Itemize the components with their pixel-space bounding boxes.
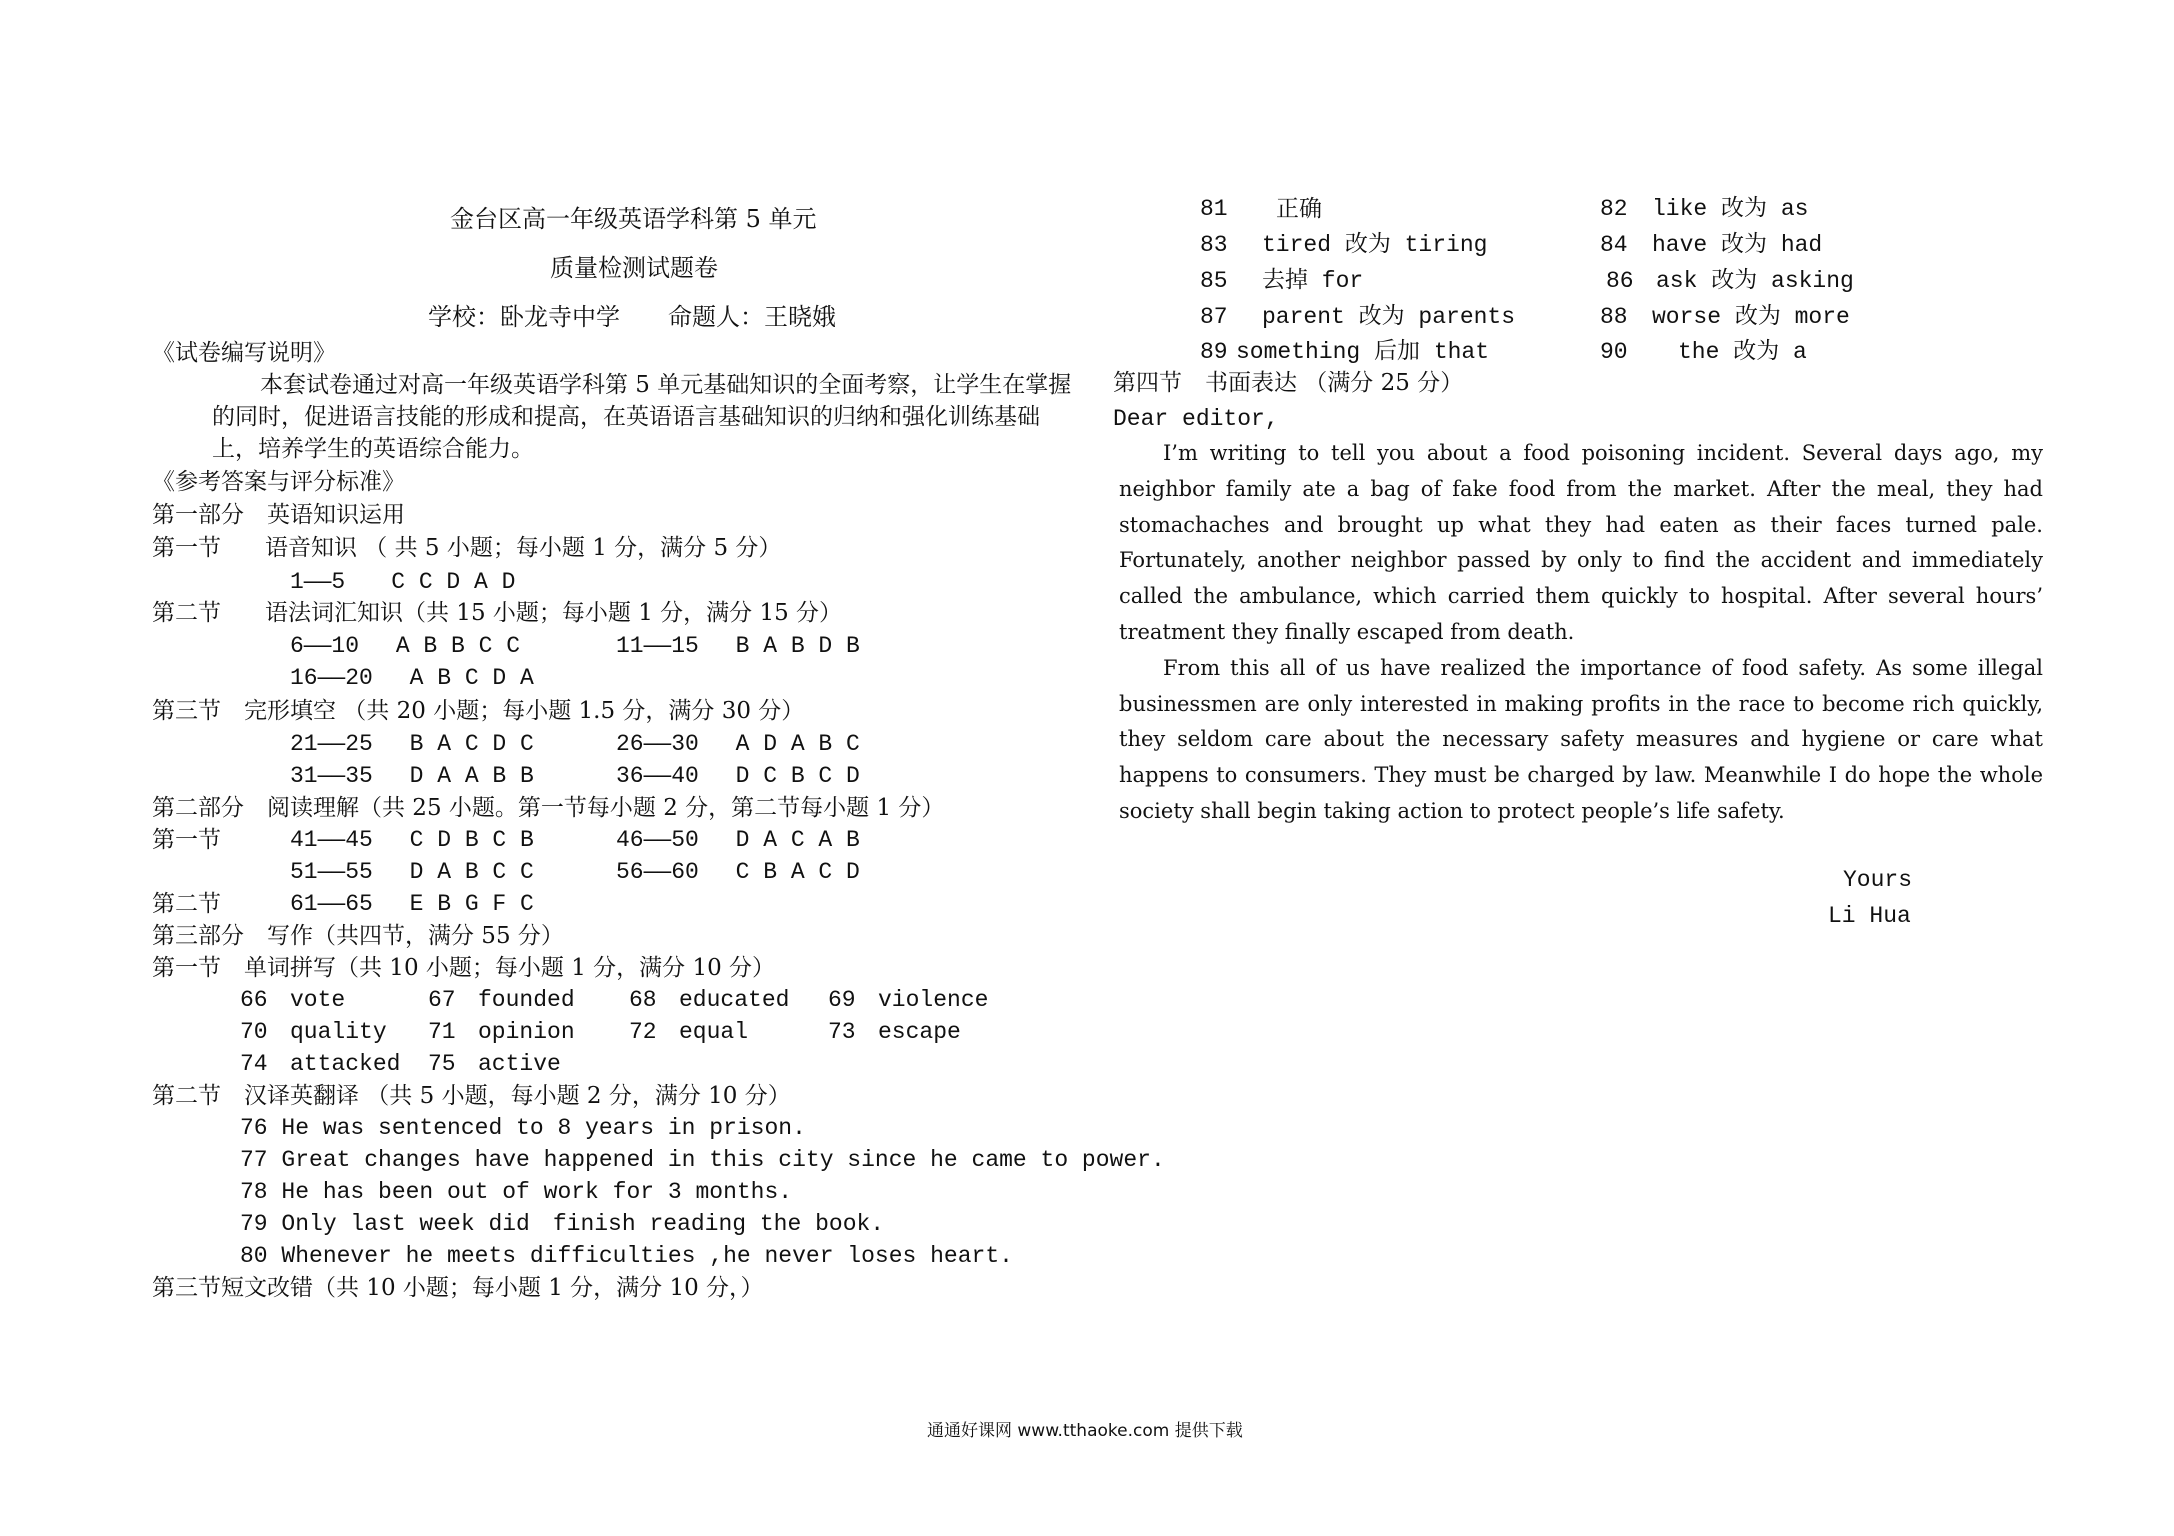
correction-text: tired 改为 tiring	[1262, 232, 1488, 258]
translation-77: 77 Great changes have happened in this city since he came to power.	[240, 1147, 1165, 1173]
correction-text: worse 改为 more	[1652, 304, 1850, 330]
translation-79: 79 Only last week did finish reading the book.	[240, 1211, 885, 1237]
correction-number: 87	[1200, 304, 1228, 330]
word-answer: founded	[478, 987, 575, 1013]
correction-text: 去掉 for	[1262, 268, 1364, 294]
correction-number: 88	[1600, 304, 1628, 330]
part3-s2-title: 第二节 汉译英翻译 （共 5 小题，每小题 2 分，满分 10 分）	[152, 1083, 791, 1109]
letter-signature: Li Hua	[1828, 903, 1911, 929]
part1-s1-label: 第一节	[152, 535, 221, 561]
word-number: 74	[240, 1051, 268, 1077]
answer-row-1-5: 1——5 C C D A D	[290, 569, 516, 595]
answer-row-16-20: 16——20 A B C D A	[290, 665, 534, 691]
correction-text: ask 改为 asking	[1656, 268, 1854, 294]
part4-title: 第四节 书面表达 （满分 25 分）	[1113, 370, 1464, 396]
word-answer: equal	[679, 1019, 749, 1045]
correction-number: 90	[1600, 339, 1628, 365]
correction-text: have 改为 had	[1652, 232, 1823, 258]
part3-s1-title: 第一节 单词拼写（共 10 小题；每小题 1 分，满分 10 分）	[152, 955, 776, 981]
word-number: 67	[428, 987, 456, 1013]
word-answer: attacked	[290, 1051, 401, 1077]
answer-row-36-40: 36——40 D C B C D	[616, 763, 860, 789]
answer-row-56-60: 56——60 C B A C D	[616, 859, 860, 885]
part3-title: 第三部分 写作（共四节，满分 55 分）	[152, 923, 564, 949]
word-answer: active	[478, 1051, 561, 1077]
answers-heading: 《参考答案与评分标准》	[152, 469, 405, 495]
part1-s2-label: 第二节	[152, 600, 221, 626]
intro-body: 本套试卷通过对高一年级英语学科第 5 单元基础知识的全面考察，让学生在掌握的同时，促进语言技能的形成和提高，在英语语言基础知识的归纳和强化训练基础上，培养学生的英语综合能力。	[212, 372, 1072, 462]
part1-title: 第一部分 英语知识运用	[152, 502, 405, 528]
doc-subtitle: 质量检测试题卷	[550, 254, 718, 282]
answer-row-6-10: 6——10 A B B C C	[290, 633, 521, 659]
part1-s2-title: 语法词汇知识（共 15 小题；每小题 1 分，满分 15 分）	[265, 600, 843, 626]
word-number: 75	[428, 1051, 456, 1077]
correction-text: something 后加 that	[1236, 339, 1490, 365]
correction-text: like 改为 as	[1652, 196, 1809, 222]
correction-text: the 改为 a	[1678, 339, 1807, 365]
correction-number: 86	[1606, 268, 1634, 294]
part1-s1-title: 语音知识 （ 共 5 小题；每小题 1 分，满分 5 分）	[265, 535, 782, 561]
answer-row-11-15: 11——15 B A B D B	[616, 633, 860, 659]
word-number: 73	[828, 1019, 856, 1045]
translation-80: 80 Whenever he meets difficulties ,he never loses heart.	[240, 1243, 1013, 1269]
essay-paragraph-1: I’m writing to tell you about a food poisoning incident. Several days ago, my neighbor family ate a bag of fake food from the market. After the meal, they had stomachaches and brought up what they had eaten as their faces turned pale. Fortunately, another neighbor passed by only to find the accident and immediately called the ambulance, which carried them quickly to hospital. After several hours’ treatment they finally escaped from death.	[1119, 441, 2043, 644]
word-answer: opinion	[478, 1019, 575, 1045]
answer-row-61-65: 61——65 E B G F C	[290, 891, 534, 917]
part3-s3-title: 第三节短文改错（共 10 小题；每小题 1 分，满分 10 分，）	[152, 1275, 764, 1301]
answer-row-31-35: 31——35 D A A B B	[290, 763, 534, 789]
essay-paragraph-2: From this all of us have realized the importance of food safety. As some illegal businessmen are only interested in making profits in the race to become rich quickly, they seldom care about the necessary safety measures and hygiene or care what happens to consumers. They must be charged by law. Meanwhile I do hope the whole society shall begin taking action to protect people’s life safety.	[1119, 655, 2043, 823]
correction-number: 82	[1600, 196, 1628, 222]
part2-s2-label: 第二节	[152, 891, 221, 917]
word-number: 72	[629, 1019, 657, 1045]
correction-number: 84	[1600, 232, 1628, 258]
word-answer: escape	[878, 1019, 961, 1045]
part2-title: 第二部分 阅读理解（共 25 小题。第一节每小题 2 分，第二节每小题 1 分）	[152, 795, 945, 821]
essay-body	[1119, 436, 2043, 830]
intro-heading: 《试卷编写说明》	[152, 340, 336, 366]
word-number: 71	[428, 1019, 456, 1045]
correction-number: 81	[1200, 196, 1228, 222]
word-answer: vote	[290, 987, 346, 1013]
school-author-line: 学校：卧龙寺中学 命题人：王晓娥	[428, 303, 836, 331]
word-answer: educated	[679, 987, 790, 1013]
answer-row-41-45: 41——45 C D B C B	[290, 827, 534, 853]
word-number: 70	[240, 1019, 268, 1045]
answer-row-21-25: 21——25 B A C D C	[290, 731, 534, 757]
translation-78: 78 He has been out of work for 3 months.	[240, 1179, 793, 1205]
word-answer: violence	[878, 987, 989, 1013]
word-number: 68	[629, 987, 657, 1013]
correction-number: 89	[1200, 339, 1228, 365]
word-number: 69	[828, 987, 856, 1013]
word-answer: quality	[290, 1019, 387, 1045]
correction-text: 正确	[1276, 196, 1322, 222]
word-number: 66	[240, 987, 268, 1013]
doc-title: 金台区高一年级英语学科第 5 单元	[450, 205, 817, 233]
answer-row-46-50: 46——50 D A C A B	[616, 827, 860, 853]
correction-text: parent 改为 parents	[1262, 304, 1516, 330]
letter-closing: Yours	[1843, 867, 1913, 893]
correction-number: 83	[1200, 232, 1228, 258]
part1-s3-title: 第三节 完形填空 （共 20 小题；每小题 1.5 分，满分 30 分）	[152, 698, 805, 724]
page-footer: 通通好课网 www.tthaoke.com 提供下载	[927, 1421, 1243, 1441]
letter-greeting: Dear editor,	[1113, 406, 1279, 432]
answer-row-51-55: 51——55 D A B C C	[290, 859, 534, 885]
answer-row-26-30: 26——30 A D A B C	[616, 731, 860, 757]
translation-76: 76 He was sentenced to 8 years in prison.	[240, 1115, 806, 1141]
correction-number: 85	[1200, 268, 1228, 294]
part2-s1-label: 第一节	[152, 827, 221, 853]
